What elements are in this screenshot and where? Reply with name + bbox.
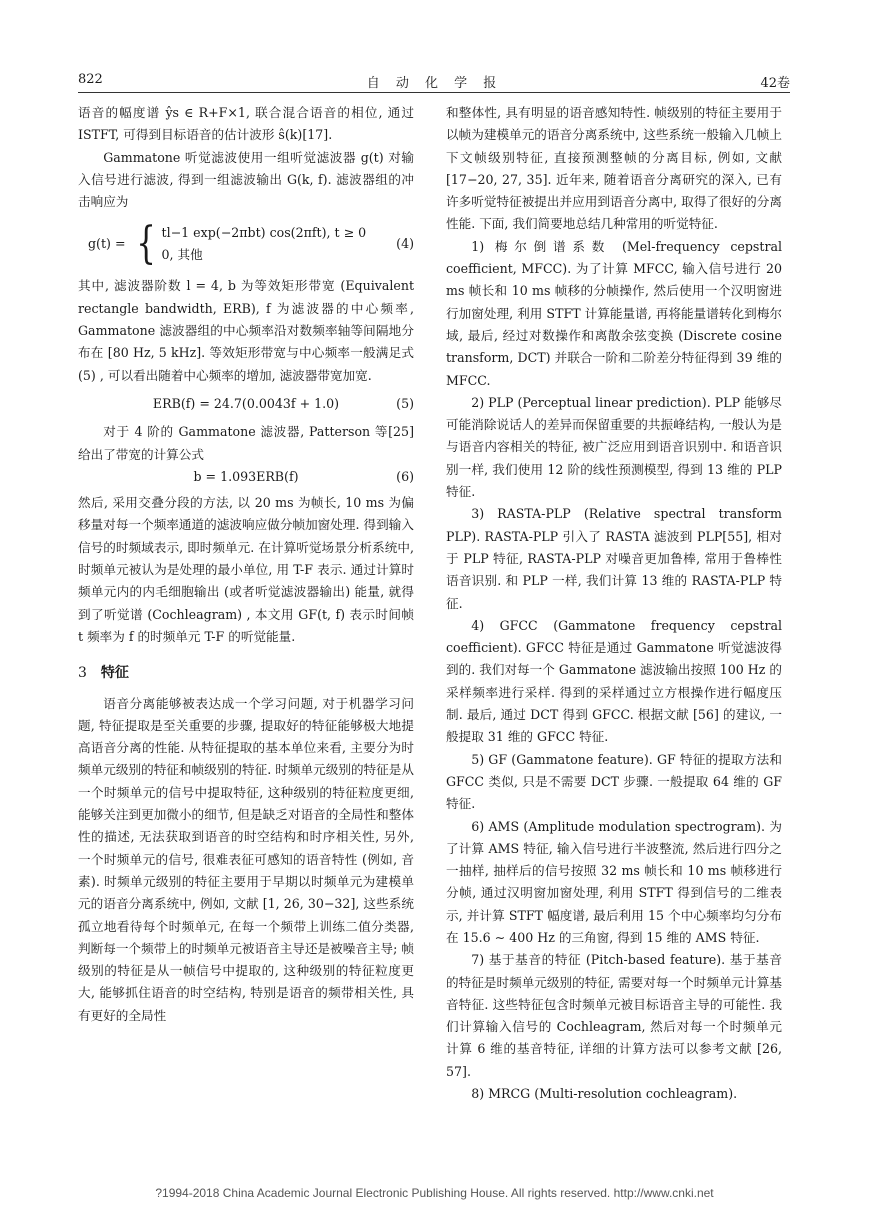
paragraph: 3) RASTA-PLP (Relative spectral transform PLP). RASTA-PLP 引入了 RASTA 滤波到 PLP[55], 相对于 PLP 特征, RASTA-PLP 对噪音更加鲁棒, 常用于鲁棒性语音识别. 和 PLP 一样, 我们计算 13 维的 RASTA-PLP 特征. [446,506,782,611]
equation-case: 0, 其他 [161,247,203,263]
header-rule [78,92,790,93]
equation-body: ERB(f) = 24.7(0.0043f + 1.0) [152,395,340,411]
paragraph: 6) AMS (Amplitude modulation spectrogram). 为了计算 AMS 特征, 输入信号进行半波整流, 然后进行四分之一抽样, 抽样后的信号按照 32 ms 帧长和 10 ms 帧移进行分帧, 通过汉明窗加窗处理, 利用 STFT 得到信号的二维表示, 并计算 STFT 幅度谱, 最后利用 15 个中心频率均匀分布在 15.6 ∼ 400 Hz 的三角窗, 得到 15 维的 AMS 特征. [446,818,782,945]
paragraph: 然后, 采用交叠分段的方法, 以 20 ms 为帧长, 10 ms 为偏移量对每一个频率通道的滤波响应做分帧加窗处理. 得到输入信号的时频域表示, 即时频单元. 在计算听觉场景分析系统中, 时频单元被认为是处理的最小单位, 用 T-F 表示. 通过计算时频单元内的内毛细胞输出 (或者听觉滤波器输出) 能量, 就得到了听觉谱 (Cochleagram) , 本文用 GF(t, f) 表示时间帧 t 频率为 f 的时频单元 T-F 的听觉能量. [78,495,414,644]
equation-case: tl−1 exp(−2πbt) cos(2πft), t ≥ 0 [161,225,367,241]
right-column [446,102,782,1105]
paragraph: Gammatone 听觉滤波使用一组听觉滤波器 g(t) 对输入信号进行滤波, 得到一组滤波输出 G(k, f). 滤波器组的冲击响应为 [78,149,414,210]
section-title: 特征 [100,665,129,682]
paragraph: 语音的幅度谱 ŷs ∈ R+F×1, 联合混合语音的相位, 通过 ISTFT, 可得到目标语音的估计波形 ŝ(k)[17]. [78,105,414,143]
paragraph: 对于 4 阶的 Gammatone 滤波器, Patterson 等[25] 给出了带宽的计算公式 [78,424,414,462]
section-number: 3 [78,665,87,682]
volume-label: 42卷 [760,76,790,91]
paragraph: 5) GF (Gammatone feature). GF 特征的提取方法和 GFCC 类似, 只是不需要 DCT 步骤. 一般提取 64 维的 GF 特征. [446,751,782,812]
paragraph: 其中, 滤波器阶数 l = 4, b 为等效矩形带宽 (Equivalent rectangle bandwidth, ERB), f 为滤波器的中心频率, Gammatone 滤波器组的中心频率沿对数频率轴等间隔地分布在 [80 Hz, 5 kHz]. 等效矩形带宽与中心频率一般满足式 (5) , 可以看出随着中心频率的增加, 滤波器带宽加宽. [78,278,414,383]
copyright-footer: ?1994-2018 China Academic Journal Electronic Publishing House. All rights reserved. http://www.cnki.net [155,1186,714,1200]
paragraph: 1) 梅尔倒谱系数 (Mel-frequency cepstral coefficient, MFCC). 为了计算 MFCC, 输入信号进行 20 ms 帧长和 10 ms 帧移的分帧操作, 然后使用一个汉明窗进行加窗处理, 利用 STFT 计算能量谱, 再将能量谱转化到梅尔域, 最后, 经过对数操作和离散余弦变换 (Discrete cosine transform, DCT) 并联合一阶和二阶差分特征得到 39 维的 MFCC. [446,238,782,388]
paragraph: 8) MRCG (Multi-resolution cochleagram). [471,1086,738,1102]
paragraph: 和整体性, 具有明显的语音感知特性. 帧级别的特征主要用于以帧为建模单元的语音分离系统中, 这些系统一般输入几帧上下文帧级别特征, 直接预测整帧的分离目标, 例如, 文献 [17−20, 27, 35]. 近年来, 随着语音分离研究的深入, 已有许多听觉特征被提出并应用到语音分离中, 取得了很好的分离性能. 下面, 我们简要地总结几种常用的听觉特征. [446,105,782,232]
paragraph: 语音分离能够被表达成一个学习问题, 对于机器学习问题, 特征提取是至关重要的步骤, 提取好的特征能够极大地提高语音分离的性能. 从特征提取的基本单位来看, 主要分为时频单元级别的特征和帧级别的特征. 时频单元级别的特征是从一个时频单元的信号中提取特征, 这种级别的特征粒度更细, 能够关注到更加微小的细节, 但是缺乏对语音的全局性和整体性的描述, 无法获取到语音的时空结构和时序相关性, 另外, 一个时频单元的信号, 很难表征可感知的语音特性 (例如, 音素). 时频单元级别的特征主要用于早期以时频单元为建模单元的语音分离系统中, 例如, 文献 [1, 26, 30−32], 这些系统孤立地看待每个时频单元, 在每一个频带上训练二值分类器, 判断每一个频带上的时频单元被语音主导还是被噪音主导; 帧级别的特征是从一帧信号中提取的, 这种级别的特征粒度更大, 能够抓住语音的时空结构, 特别是语音的频带相关性, 具有更好的全局性 [78,695,414,1023]
equation-number: (6) [396,468,414,484]
paragraph: 4) GFCC (Gammatone frequency cepstral coefficient). GFCC 特征是通过 Gammatone 听觉滤波得到的. 我们对每一个 Gammatone 滤波输出按照 100 Hz 的采样频率进行采样. 得到的采样通过立方根操作进行幅度压制. 最后, 通过 DCT 得到 GFCC. 根据文献 [56] 的建议, 一般提取 31 维的 GFCC 特征. [446,617,782,745]
equation-4 [78,213,414,275]
paragraph: 7) 基于基音的特征 (Pitch-based feature). 基于基音的特征是时频单元级别的特征, 需要对每一个时频单元计算基音特征. 这些特征包含时频单元被目标语音主导的可能性. 我们计算输入信号的 Cochleagram, 然后对每一个时频单元计算 6 维的基音特征, 详细的计算方法可以参考文献 [26, 57]. [446,952,782,1079]
equation-5 [78,393,414,415]
journal-title: 自 动 化 学 报 [366,76,503,91]
equation-body: b = 1.093ERB(f) [193,468,299,484]
equation-6 [78,466,414,488]
page-number: 822 [78,72,103,87]
paragraph: 2) PLP (Perceptual linear prediction). PLP 能够尽可能消除说话人的差异而保留重要的共振峰结构, 一般认为是与语音内容相关的特征, 被广泛应用到语音识别中. 和语音识别一样, 我们使用 12 阶的线性预测模型, 得到 13 维的 PLP 特征. [446,394,782,500]
equation-number: (4) [396,236,414,252]
equation-lhs: g(t) = [88,236,126,252]
equation-number: (5) [396,395,414,411]
section-heading [78,662,414,684]
left-column [78,102,414,1027]
brace-symbol: { [135,218,156,270]
